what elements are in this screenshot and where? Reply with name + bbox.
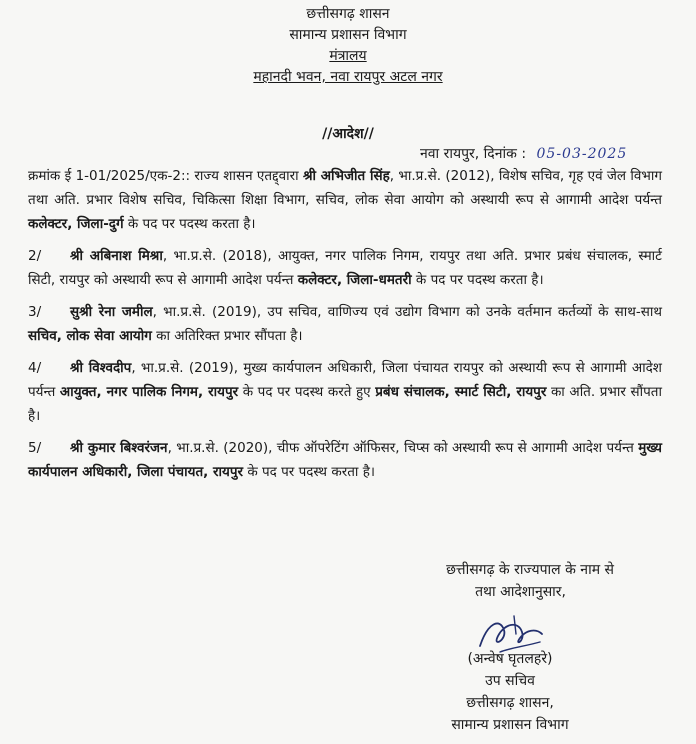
header-address: महानदी भवन, नवा रायपुर अटल नगर xyxy=(253,69,443,85)
p3-officer-name: सुश्री रेना जमील xyxy=(70,304,153,320)
signatory-org-1: छत्तीसगढ़ शासन, xyxy=(466,695,554,711)
paragraph-4 xyxy=(28,356,662,428)
order-title: //आदेश// xyxy=(322,126,374,142)
header-state: छत्तीसगढ़ शासन xyxy=(306,6,390,22)
signatory-block xyxy=(420,648,600,736)
header-department: सामान्य प्रशासन विभाग xyxy=(289,27,407,43)
p4-officer-name: श्री विश्वदीप xyxy=(70,360,132,376)
closing-line-1: छत्तीसगढ़ के राज्यपाल के नाम से xyxy=(446,562,614,578)
header-ministry: मंत्रालय xyxy=(329,48,367,64)
p3-number: 3/ xyxy=(28,304,42,320)
p1-text-c: , भा.प्र.से. (2012), विशेष सचिव, गृह एवं जेल विभाग तथा अति. प्रभार विशेष सचिव, चिकित्सा शिक्षा विभाग, सचिव, लोक सेवा आयोग को अस्थायी रूप से आगामी आदेश पर्यन्त xyxy=(28,168,662,208)
p1-text-a: क्रमांक ई 1-01/2025/एक-2:: राज्य शासन एतद्द्वारा xyxy=(28,168,303,184)
closing-line-2: तथा आदेशानुसार, xyxy=(475,584,566,600)
paragraph-1 xyxy=(28,164,662,236)
p2-officer-name: श्री अबिनाश मिश्रा xyxy=(70,248,163,264)
letterhead xyxy=(0,4,696,88)
p5-number: 5/ xyxy=(28,440,42,456)
p4-text-b: , भा.प्र.से. (2019), मुख्य कार्यपालन अधिकारी, जिला पंचायत रायपुर को अस्थायी रूप से आगामी आदेश पर्यन्त xyxy=(28,360,662,400)
order-date: 05-03-2025 xyxy=(536,146,628,162)
p5-officer-name: श्री कुमार बिश्वरंजन xyxy=(70,440,168,456)
p5-new-post: मुख्य कार्यपालन अधिकारी, जिला पंचायत, रायपुर xyxy=(28,440,662,480)
paragraph-2 xyxy=(28,244,662,292)
p3-new-charge: सचिव, लोक सेवा आयोग xyxy=(28,328,152,344)
p3-text-d: का अतिरिक्त प्रभार सौंपता है। xyxy=(151,328,303,344)
p1-officer-name: श्री अभिजीत सिंह xyxy=(302,168,390,184)
p1-new-post: कलेक्टर, जिला-दुर्ग xyxy=(28,216,124,232)
paragraph-5 xyxy=(28,436,662,484)
signatory-org-2: सामान्य प्रशासन विभाग xyxy=(451,717,569,733)
p4-additional-charge: प्रबंध संचालक, स्मार्ट सिटी, रायपुर xyxy=(375,384,547,400)
p4-new-post: आयुक्त, नगर पालिक निगम, रायपुर xyxy=(59,384,239,400)
dateline-place: नवा रायपुर, दिनांक : xyxy=(420,146,527,162)
signatory-name: (अन्वेष घृतलहरे) xyxy=(467,651,553,667)
p1-text-e: के पद पर पदस्थ करता है। xyxy=(123,216,256,232)
p4-text-f: का अति. प्रभार सौंपता है। xyxy=(28,384,662,424)
p4-number: 4/ xyxy=(28,360,42,376)
paragraph-3 xyxy=(28,300,662,348)
signatory-designation: उप सचिव xyxy=(485,673,535,689)
dateline xyxy=(420,144,627,163)
p3-text-b: , भा.प्र.से. (2019), उप सचिव, वाणिज्य एवं उद्योग विभाग को उनके वर्तमान कर्तव्यों के साथ-साथ xyxy=(152,304,662,320)
p2-text-b: , भा.प्र.से. (2018), आयुक्त, नगर पालिक निगम, रायपुर तथा अति. प्रभार प्रबंध संचालक, स्मार्ट सिटी, रायपुर को अस्थायी रूप से आगामी आदेश पर्यन्त xyxy=(28,248,662,288)
p2-number: 2/ xyxy=(28,248,42,264)
p4-text-d: के पद पर पदस्थ करते हुए xyxy=(238,384,376,400)
p5-text-d: के पद पर पदस्थ करता है। xyxy=(243,464,375,480)
p2-text-d: के पद पर पदस्थ करता है। xyxy=(411,272,544,288)
order-body xyxy=(28,164,662,492)
p2-new-post: कलेक्टर, जिला-धमतरी xyxy=(297,272,412,288)
p5-text-b: , भा.प्र.से. (2020), चीफ ऑपरेटिंग ऑफिसर, चिप्स को अस्थायी रूप से आगामी आदेश पर्यन्त xyxy=(167,440,639,456)
